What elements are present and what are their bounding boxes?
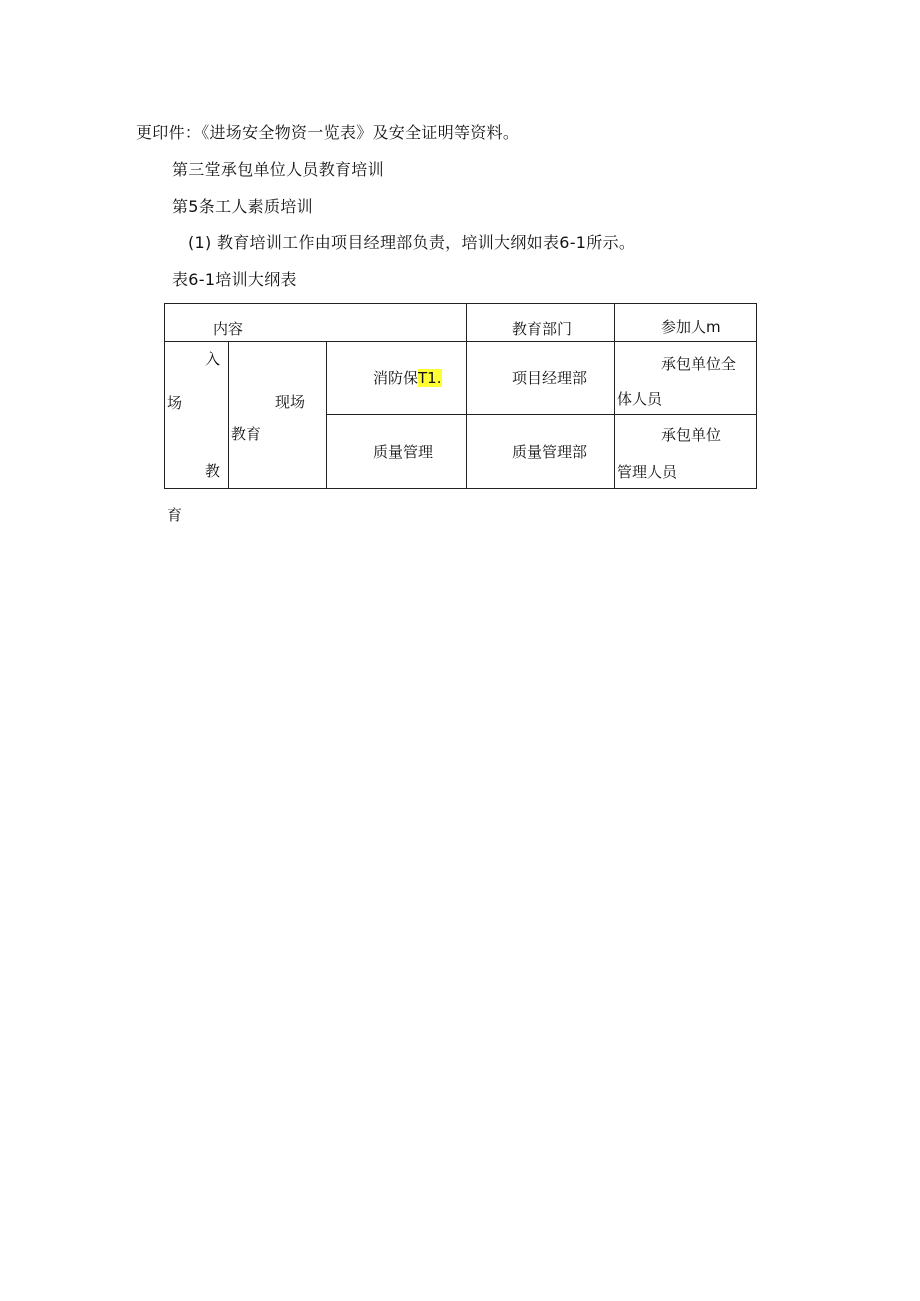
participants-cell xyxy=(615,342,757,415)
participants-line: 体人员 xyxy=(617,390,663,408)
header-content-cell xyxy=(165,304,467,342)
topic-cell xyxy=(327,415,467,489)
header-content: 内容 xyxy=(213,320,244,338)
topic-text: 质量管理 xyxy=(373,443,434,461)
header-participants: 参加人m xyxy=(661,318,721,336)
sub-label-part: 教育 xyxy=(231,425,262,443)
sub-label-cell xyxy=(229,342,327,489)
dept-cell xyxy=(467,342,615,415)
article-heading: 第5条工人素质培训 xyxy=(172,197,313,216)
table-caption: 表6-1培训大纲表 xyxy=(172,270,297,289)
participants-cell xyxy=(615,415,757,489)
group-label-char: 场 xyxy=(167,394,183,412)
paragraph-attachments: 更印件：《进场安全物资一览表》及安全证明等资料。 xyxy=(136,123,520,142)
group-label-cell xyxy=(165,342,229,524)
header-dept: 教育部门 xyxy=(512,320,573,338)
table-row xyxy=(165,342,757,415)
topic-text xyxy=(373,368,442,388)
group-label-char: 入 xyxy=(205,350,221,368)
header-dept-cell xyxy=(467,304,615,342)
dept-text: 项目经理部 xyxy=(512,369,588,387)
participants-line: 管理人员 xyxy=(617,463,678,481)
paragraph-training-responsibility: (1) 教育培训工作由项目经理部负责，培训大纲如表6-1所示。 xyxy=(188,233,636,252)
topic-cell xyxy=(327,342,467,415)
group-label-char: 教 xyxy=(205,462,221,480)
sub-label-part: 现场 xyxy=(275,393,306,411)
training-outline-table xyxy=(164,303,757,524)
highlighted-text: T1. xyxy=(418,369,442,387)
table-header-row xyxy=(165,304,757,342)
participants-line: 承包单位 xyxy=(661,426,722,444)
dept-text: 质量管理部 xyxy=(512,443,588,461)
section-heading: 第三堂承包单位人员教育培训 xyxy=(172,160,384,179)
topic-plain: 消防保 xyxy=(373,369,419,387)
header-participants-cell xyxy=(615,304,757,342)
participants-line: 承包单位全 xyxy=(661,355,737,373)
dept-cell xyxy=(467,415,615,489)
group-label-char: 育 xyxy=(167,506,183,524)
